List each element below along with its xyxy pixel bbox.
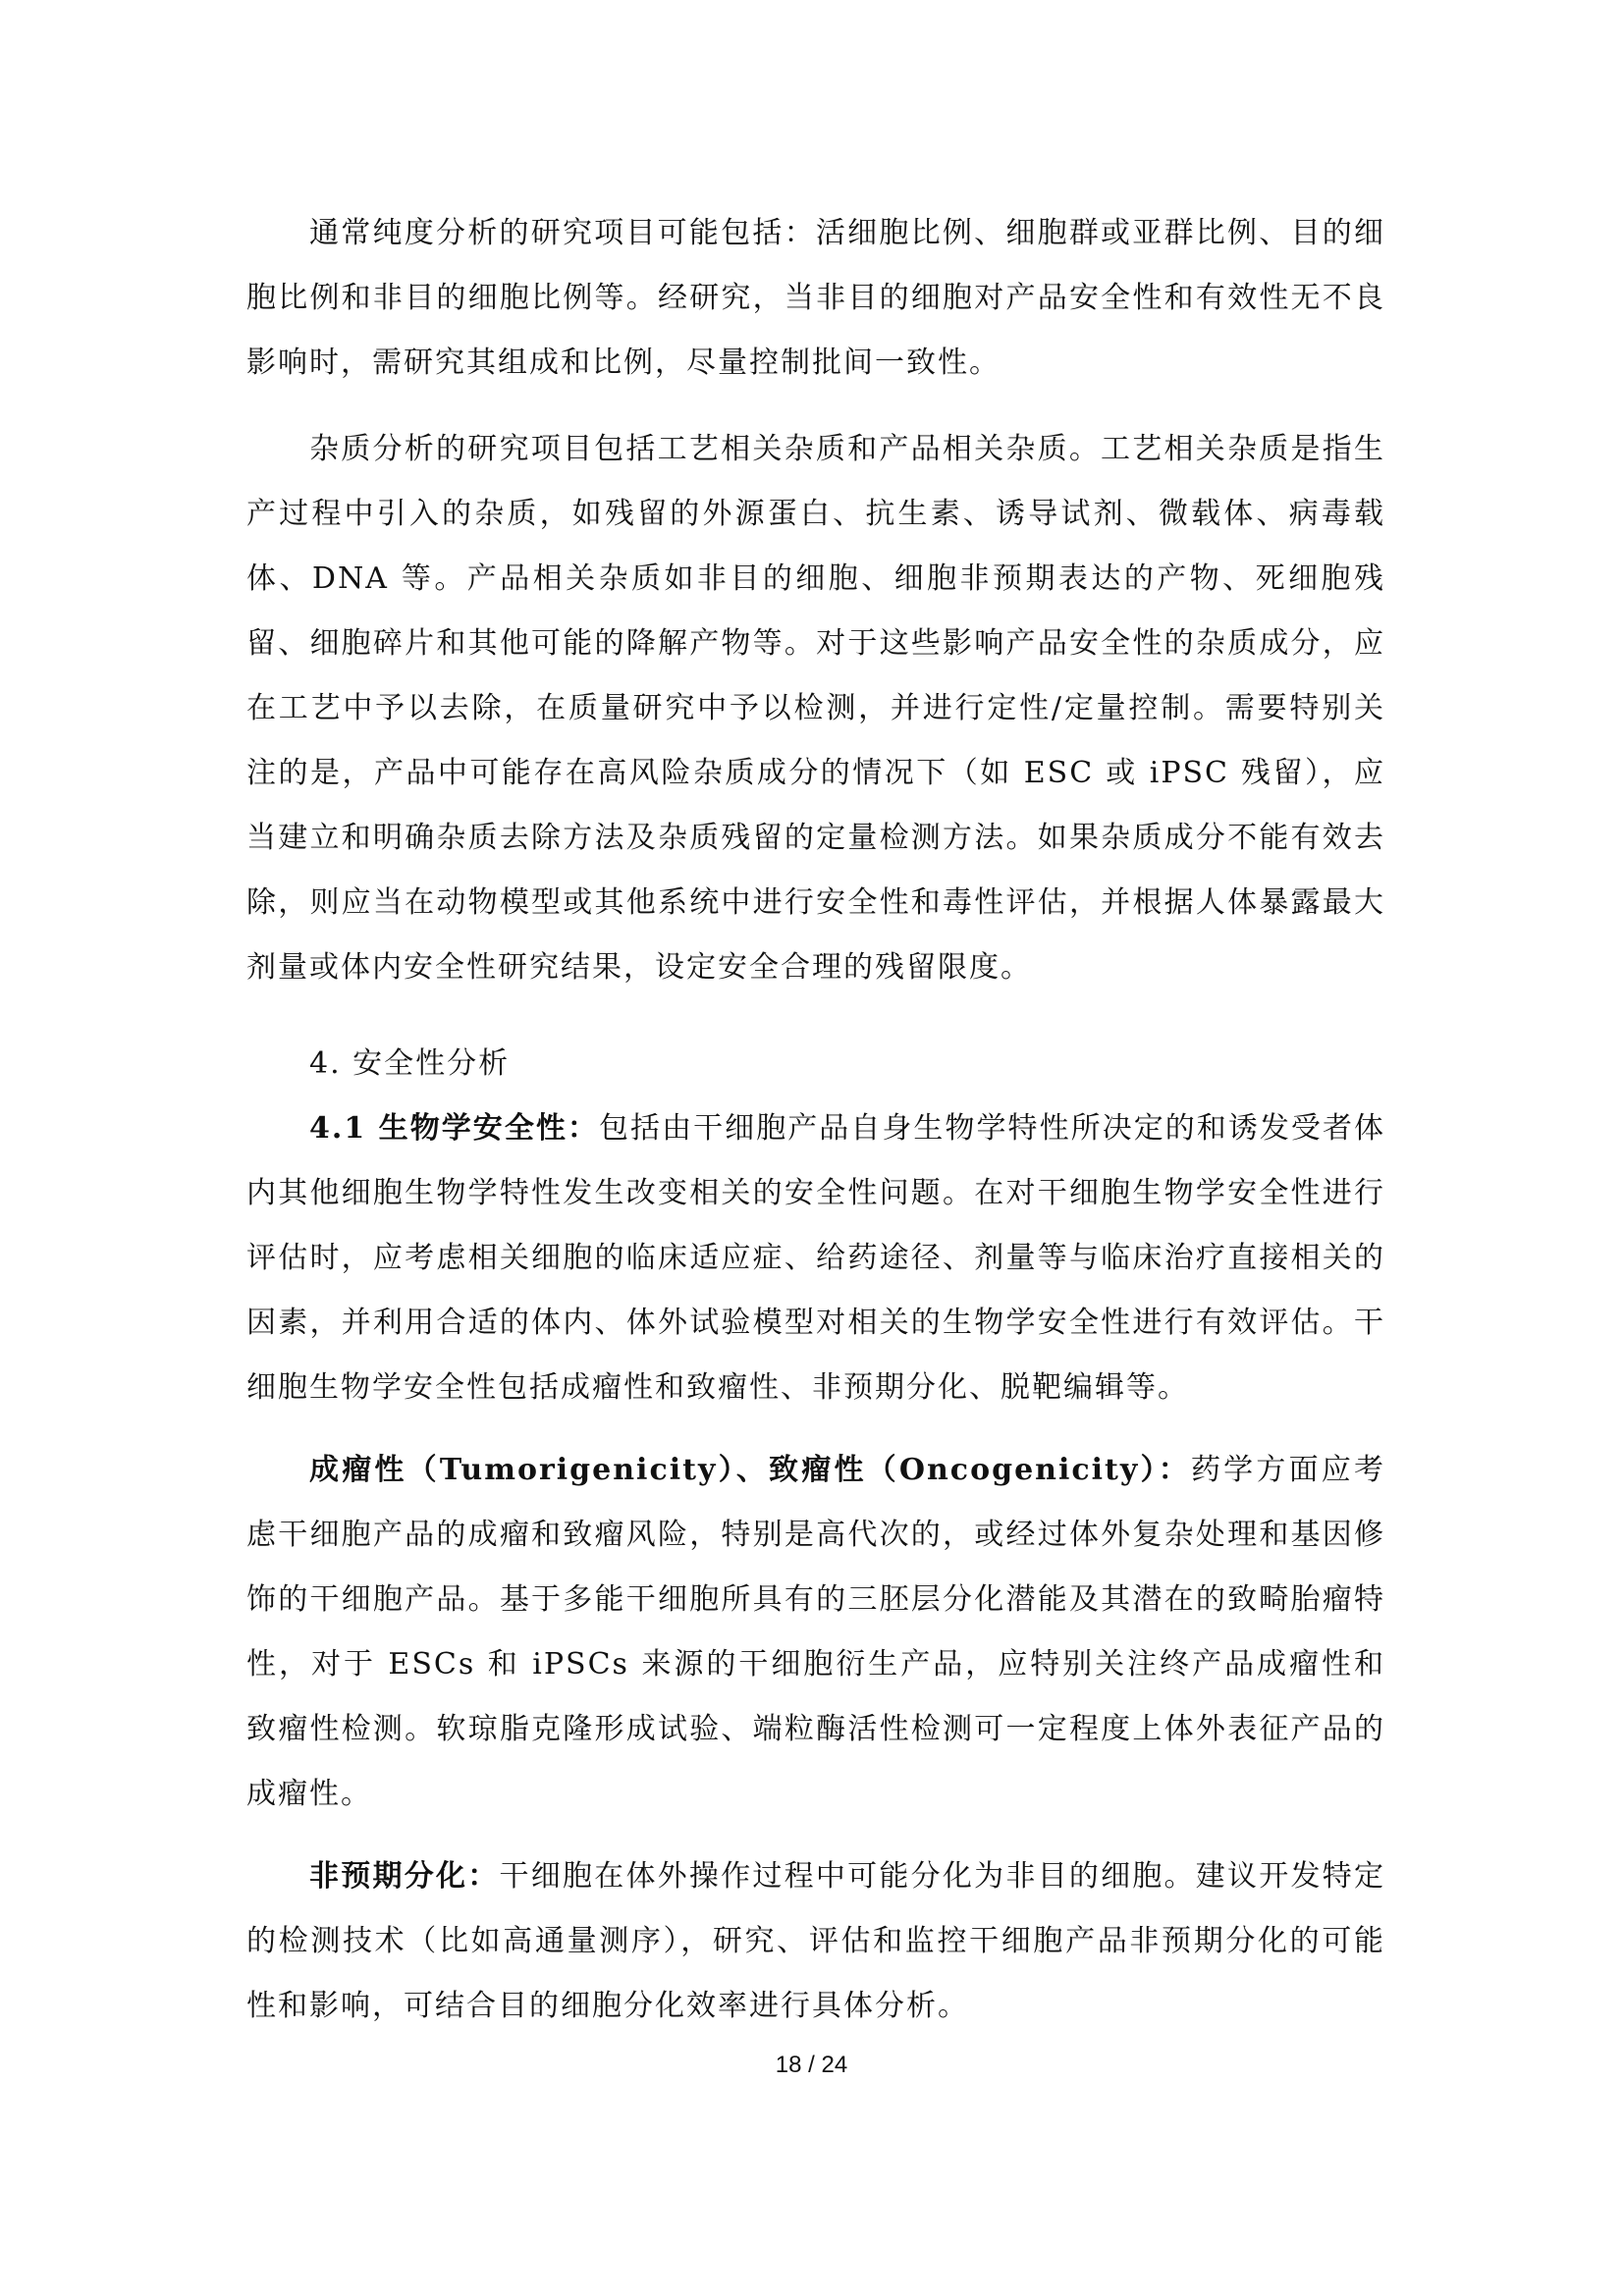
subsection-label-biological-safety: 4.1 生物学安全性： [309,1111,599,1146]
paragraph-unexpected-differentiation [246,1844,1385,2039]
section-heading-safety-analysis: 4. 安全性分析 [309,1046,511,1081]
paragraph-purity-analysis: 通常纯度分析的研究项目可能包括：活细胞比例、细胞群或亚群比例、目的细胞比例和非目的细胞比例等。经研究，当非目的细胞对产品安全性和有效性无不良影响时，需研究其组成和比例，尽量控制批间一致性。 [246,216,1385,380]
page-number: 18 / 24 [775,2052,848,2078]
paragraph-tumorigenicity [246,1438,1385,1827]
tumorigenicity-text: 药学方面应考虑干细胞产品的成瘤和致瘤风险，特别是高代次的，或经过体外复杂处理和基因修饰的干细胞产品。基于多能干细胞所具有的三胚层分化潜能及其潜在的致畸胎瘤特性，对于 ESCs 和 iPSCs 来源的干细胞衍生产品，应特别关注终产品成瘤性和致瘤性检测。软琼脂克隆形成试验、端粒酶活性检测可一定程度上体外表征产品的成瘤性。 [246,1453,1386,1811]
unexpected-differentiation-text: 干细胞在体外操作过程中可能分化为非目的细胞。建议开发特定的检测技术（比如高通量测序），研究、评估和监控干细胞产品非预期分化的可能性和影响，可结合目的细胞分化效率进行具体分析。 [246,1859,1386,2023]
biological-safety-text: 包括由干细胞产品自身生物学特性所决定的和诱发受者体内其他细胞生物学特性发生改变相关的安全性问题。在对干细胞生物学安全性进行评估时，应考虑相关细胞的临床适应症、给药途径、剂量等与临床治疗直接相关的因素，并利用合适的体内、体外试验模型对相关的生物学安全性进行有效评估。干细胞生物学安全性包括成瘤性和致瘤性、非预期分化、脱靶编辑等。 [246,1111,1386,1405]
document-page [246,201,1385,2039]
paragraph-biological-safety [246,1096,1385,1420]
paragraph-impurity-analysis: 杂质分析的研究项目包括工艺相关杂质和产品相关杂质。工艺相关杂质是指生产过程中引入的杂质，如残留的外源蛋白、抗生素、诱导试剂、微载体、病毒载体、DNA 等。产品相关杂质如非目的细胞、细胞非预期表达的产物、死细胞残留、细胞碎片和其他可能的降解产物等。对于这些影响产品安全性的杂质成分，应在工艺中予以去除，在质量研究中予以检测，并进行定性/定量控制。需要特别关注的是，产品中可能存在高风险杂质成分的情况下（如 ESC 或 iPSC 残留），应当建立和明确杂质去除方法及杂质残留的定量检测方法。如果杂质成分不能有效去除，则应当在动物模型或其他系统中进行安全性和毒性评估，并根据人体暴露最大剂量或体内安全性研究结果，设定安全合理的残留限度。 [246,432,1385,985]
term-label-unexpected-differentiation: 非预期分化： [309,1859,500,1894]
term-label-tumorigenicity: 成瘤性（Tumorigenicity）、致瘤性（Oncogenicity）： [309,1453,1191,1487]
